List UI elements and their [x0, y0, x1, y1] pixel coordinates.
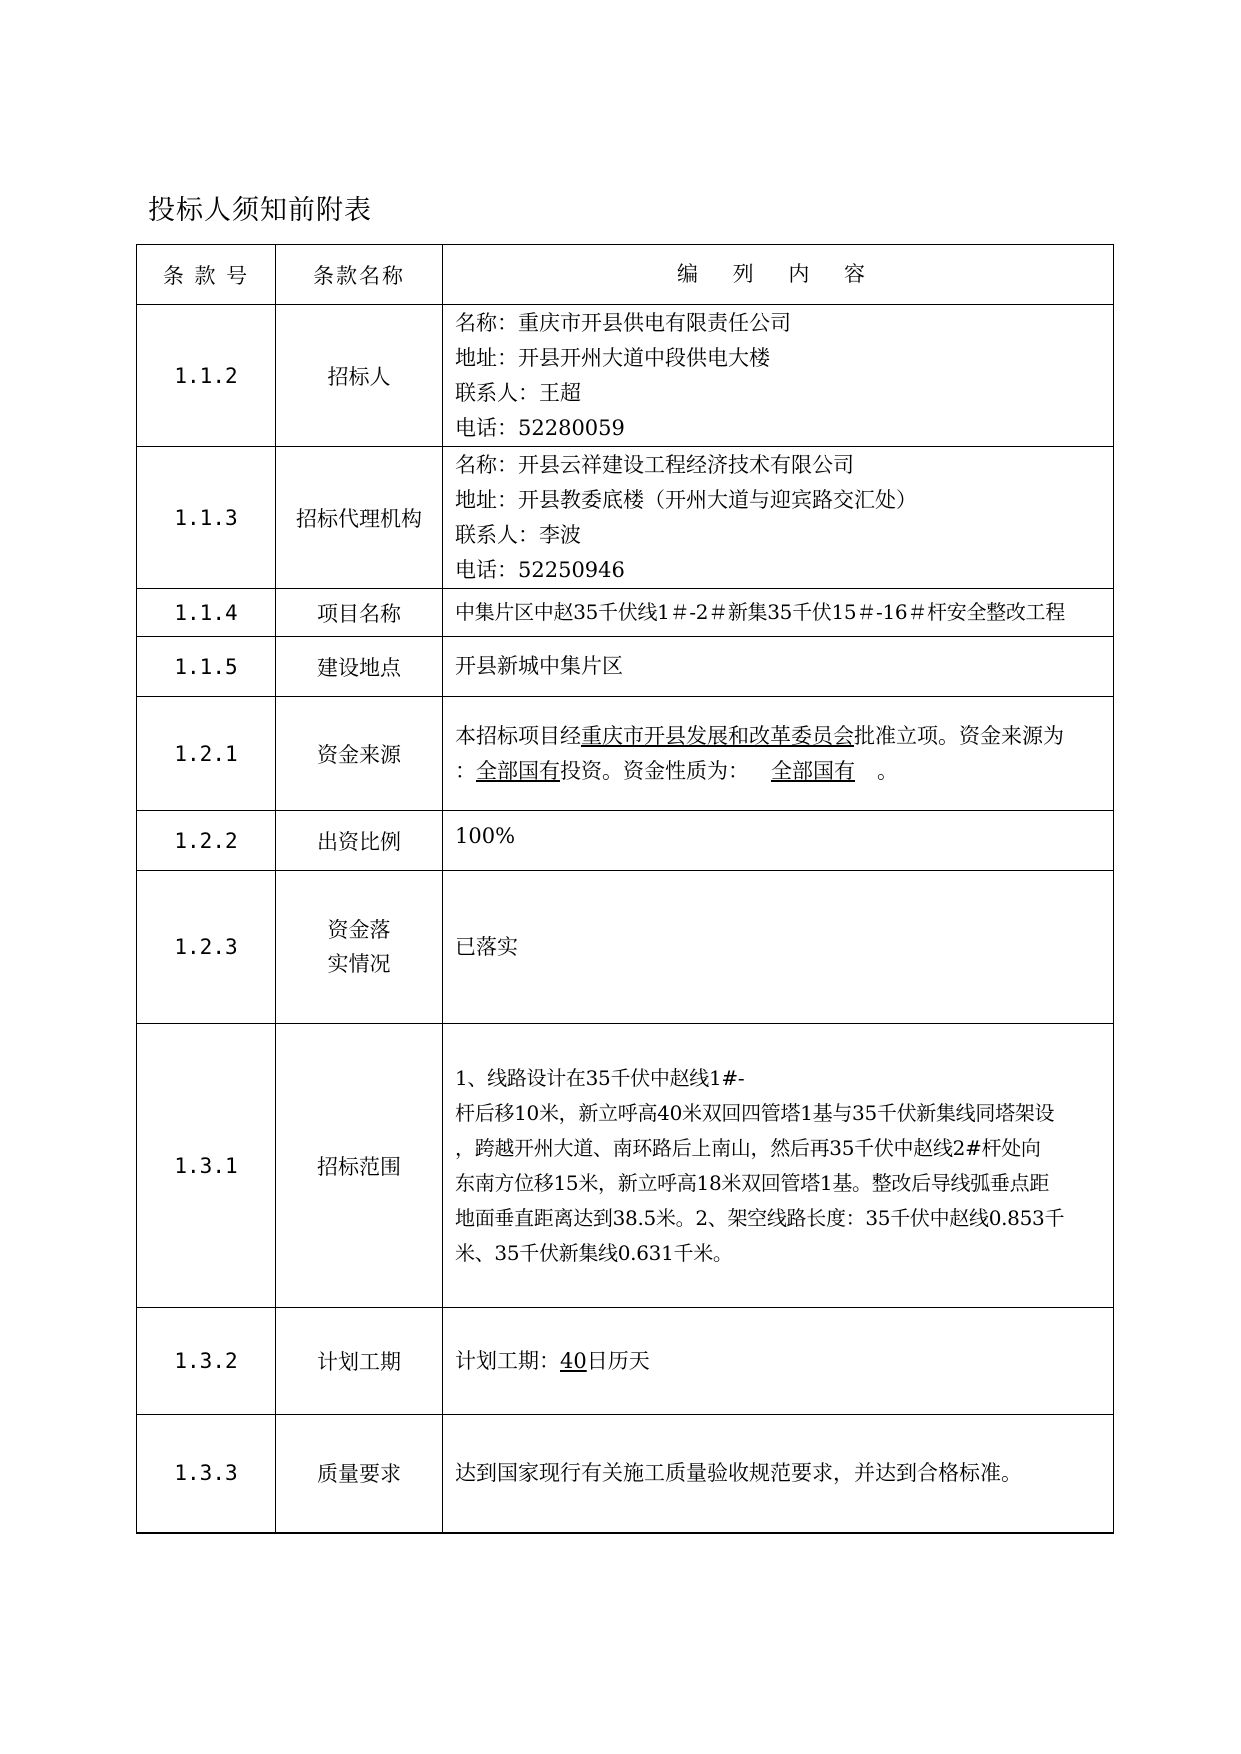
content-line: 杆后移10米，新立呼高40米双回四管塔1基与35千伏新集线同塔架设 — [455, 1100, 1055, 1125]
duration-days: 40 — [560, 1348, 587, 1373]
content-line: 联系人：王超 — [455, 380, 581, 405]
table-row — [137, 697, 1114, 811]
table-row — [137, 811, 1114, 871]
content-line: 电话：52280059 — [455, 415, 625, 440]
clause-name: 建设地点 — [276, 637, 443, 697]
clause-content — [443, 305, 1114, 447]
table-row — [137, 589, 1114, 637]
table-row — [137, 1415, 1114, 1533]
content-line: 名称：开县云祥建设工程经济技术有限公司 — [455, 452, 854, 477]
clause-number: 1.3.1 — [137, 1024, 276, 1308]
header-clause-name: 条款名称 — [276, 245, 443, 305]
clause-number: 1.2.1 — [137, 697, 276, 811]
table-row — [137, 1308, 1114, 1415]
table-row — [137, 447, 1114, 589]
clause-name — [276, 871, 443, 1024]
clause-name: 质量要求 — [276, 1415, 443, 1533]
clause-name: 计划工期 — [276, 1308, 443, 1415]
content-text: ： — [455, 758, 476, 783]
bid-info-table — [136, 244, 1114, 1534]
clause-number: 1.1.3 — [137, 447, 276, 589]
clause-number: 1.2.2 — [137, 811, 276, 871]
page-title: 投标人须知前附表 — [148, 195, 372, 226]
table-row — [137, 1024, 1114, 1308]
content-line: 米、35千伏新集线0.631千米。 — [455, 1240, 733, 1265]
funding-nature-text: 全部国有 — [771, 758, 855, 783]
clause-name-line: 资金落 — [327, 918, 391, 942]
content-text: 。 — [877, 758, 898, 783]
table-row — [137, 305, 1114, 447]
content-line: 东南方位移15米，新立呼高18米双回管塔1基。整改后导线弧垂点距 — [455, 1170, 1050, 1195]
clause-number: 1.1.2 — [137, 305, 276, 447]
content-line: 地址：开县教委底楼（开州大道与迎宾路交汇处） — [455, 487, 917, 512]
table-row — [137, 637, 1114, 697]
clause-number: 1.3.2 — [137, 1308, 276, 1415]
table-header-row — [137, 245, 1114, 305]
clause-number: 1.1.4 — [137, 589, 276, 637]
clause-name: 招标代理机构 — [276, 447, 443, 589]
clause-name: 招标范围 — [276, 1024, 443, 1308]
clause-content: 已落实 — [443, 871, 1114, 1024]
content-text: 投资。资金性质为： — [560, 758, 749, 783]
content-line: 联系人：李波 — [455, 522, 581, 547]
funding-source-text: 全部国有 — [476, 758, 560, 783]
table-row — [137, 871, 1114, 1024]
clause-content: 达到国家现行有关施工质量验收规范要求，并达到合格标准。 — [443, 1415, 1114, 1533]
content-text: 批准立项。资金来源为 — [854, 723, 1064, 748]
clause-name-line: 实情况 — [327, 952, 391, 976]
clause-number: 1.2.3 — [137, 871, 276, 1024]
funding-ratio-value: 100% — [443, 811, 1114, 871]
content-line: 名称：重庆市开县供电有限责任公司 — [455, 310, 791, 335]
clause-name: 出资比例 — [276, 811, 443, 871]
header-clause-number: 条 款 号 — [137, 245, 276, 305]
clause-number: 1.1.5 — [137, 637, 276, 697]
content-line: ，跨越开州大道、南环路后上南山，然后再35千伏中赵线2#杆处向 — [455, 1135, 1041, 1160]
header-content: 编 列 内 容 — [443, 245, 1114, 305]
clause-content — [443, 447, 1114, 589]
clause-content — [443, 1308, 1114, 1415]
content-text: 计划工期： — [455, 1348, 560, 1373]
clause-content: 开县新城中集片区 — [443, 637, 1114, 697]
clause-number: 1.3.3 — [137, 1415, 276, 1533]
project-name-value: 中集片区中赵35千伏线1＃-2＃新集35千伏15＃-16＃杆安全整改工程 — [443, 589, 1114, 637]
clause-name: 项目名称 — [276, 589, 443, 637]
content-text: 日历天 — [586, 1348, 650, 1373]
content-line: 电话：52250946 — [455, 557, 625, 582]
clause-name: 资金来源 — [276, 697, 443, 811]
clause-content — [443, 697, 1114, 811]
clause-name: 招标人 — [276, 305, 443, 447]
content-line: 地址：开县开州大道中段供电大楼 — [455, 345, 770, 370]
content-line: 1、线路设计在35千伏中赵线1#- — [455, 1065, 745, 1090]
content-text: 本招标项目经 — [455, 723, 581, 748]
clause-content — [443, 1024, 1114, 1308]
content-line: 地面垂直距离达到38.5米。2、架空线路长度：35千伏中赵线0.853千 — [455, 1205, 1065, 1230]
approver-text: 重庆市开县发展和改革委员会 — [581, 723, 854, 748]
